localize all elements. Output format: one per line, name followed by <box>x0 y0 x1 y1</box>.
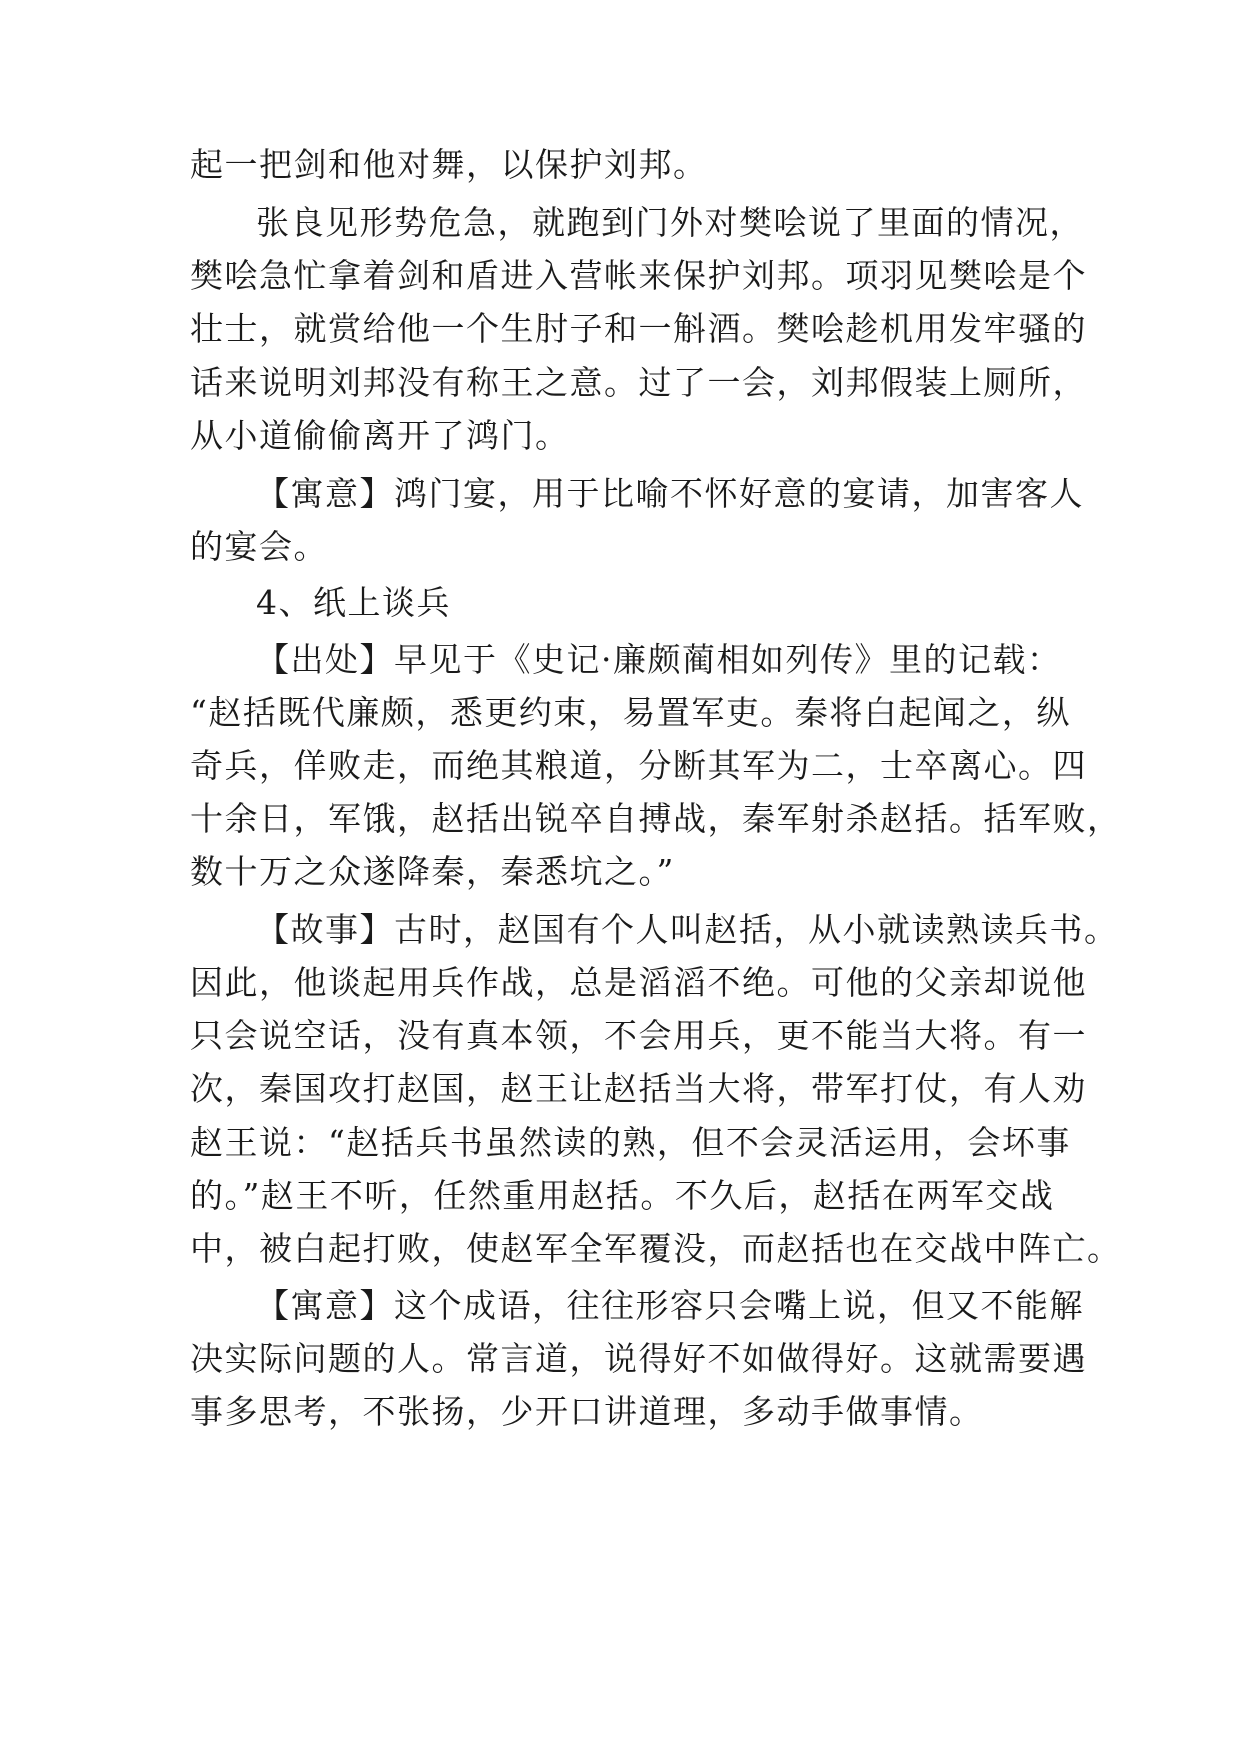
text-line-14: 数十万之众遂降秦，秦悉坑之。” <box>190 852 675 891</box>
text-line-24: 事多思考，不张扬，少开口讲道理，多动手做事情。 <box>190 1392 984 1431</box>
text-line-6: 从小道偷偷离开了鸿门。 <box>190 416 570 455</box>
section-heading: 4、纸上谈兵 <box>256 583 451 622</box>
text-line-12: 奇兵，佯败走，而绝其粮道，分断其军为二，士卒离心。四 <box>190 746 1087 785</box>
text-line-10: 【出处】早见于《史记·廉颇蔺相如列传》里的记载： <box>256 640 1062 679</box>
text-line-19: 赵王说：“赵括兵书虽然读的熟，但不会灵活运用，会坏事 <box>190 1123 1071 1162</box>
text-line-18: 次，秦国攻打赵国，赵王让赵括当大将，带军打仗，有人劝 <box>190 1069 1087 1108</box>
text-line-21: 中，被白起打败，使赵军全军覆没，而赵括也在交战中阵亡。 <box>190 1229 1122 1268</box>
text-line-23: 决实际问题的人。常言道，说得好不如做得好。这就需要遇 <box>190 1339 1087 1378</box>
text-line-11: “赵括既代廉颇，悉更约束，易置军吏。秦将白起闻之，纵 <box>190 693 1071 732</box>
text-line-15: 【故事】古时，赵国有个人叫赵括，从小就读熟读兵书。 <box>256 910 1119 949</box>
text-line-20: 的。”赵王不听，任然重用赵括。不久后，赵括在两军交战 <box>190 1176 1055 1215</box>
text-line-8: 的宴会。 <box>190 527 328 566</box>
text-line-17: 只会说空话，没有真本领，不会用兵，更不能当大将。有一 <box>190 1016 1087 1055</box>
text-line-2: 张良见形势危急，就跑到门外对樊哙说了里面的情况， <box>256 203 1084 242</box>
text-line-4: 壮士，就赏给他一个生肘子和一斛酒。樊哙趁机用发牢骚的 <box>190 309 1087 348</box>
text-line-16: 因此，他谈起用兵作战，总是滔滔不绝。可他的父亲却说他 <box>190 963 1087 1002</box>
text-line-5: 话来说明刘邦没有称王之意。过了一会，刘邦假装上厕所， <box>190 363 1087 402</box>
text-line-7: 【寓意】鸿门宴，用于比喻不怀好意的宴请，加害客人 <box>256 474 1084 513</box>
text-line-13: 十余日，军饿，赵括出锐卒自搏战，秦军射杀赵括。括军败， <box>190 799 1122 838</box>
text-line-3: 樊哙急忙拿着剑和盾进入营帐来保护刘邦。项羽见樊哙是个 <box>190 256 1087 295</box>
text-line-1: 起一把剑和他对舞，以保护刘邦。 <box>190 145 708 184</box>
text-line-22: 【寓意】这个成语，往往形容只会嘴上说，但又不能解 <box>256 1286 1084 1325</box>
